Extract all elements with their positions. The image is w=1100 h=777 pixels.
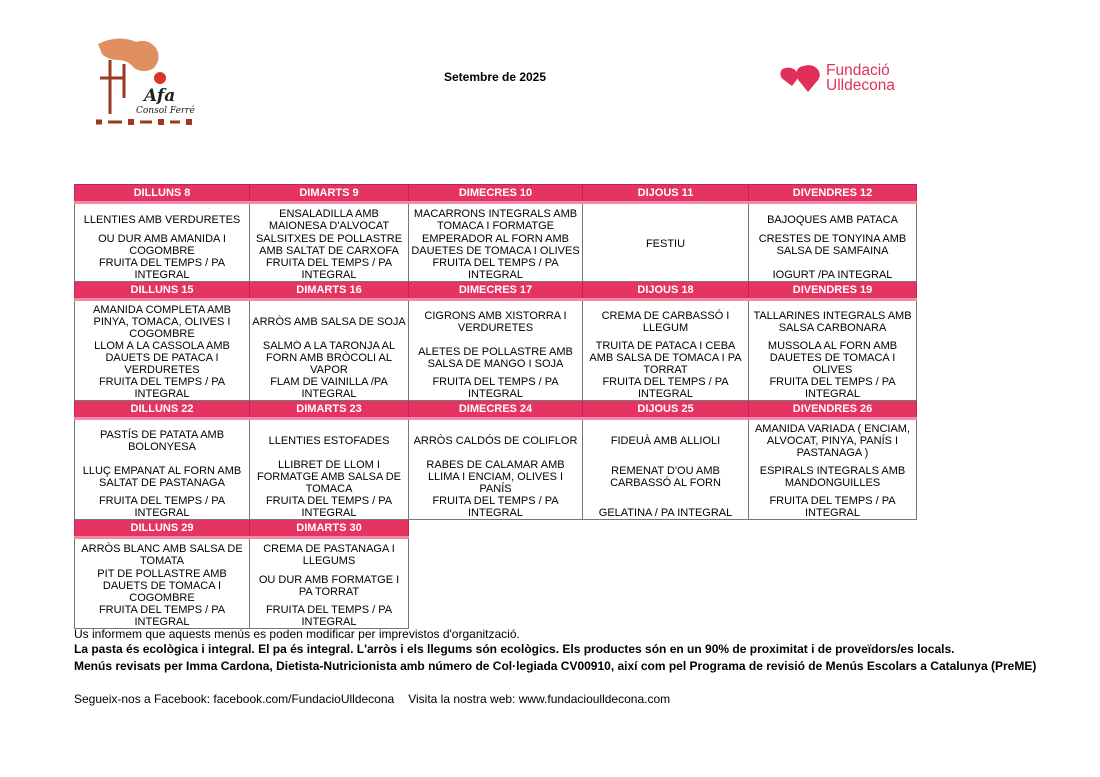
menu-cell: FRUITA DEL TEMPS / PA INTEGRAL: [749, 376, 917, 401]
fundacio-logo-line1: Fundació: [826, 62, 890, 79]
menu-cell: BAJOQUES AMB PATACA: [749, 203, 917, 234]
menu-cell: CRESTES DE TONYINA AMB SALSA DE SAMFAINA: [749, 233, 917, 257]
menu-cell: FLAM DE VAINILLA /PA INTEGRAL: [250, 376, 409, 401]
facebook-link[interactable]: Segueix-nos a Facebook: facebook.com/FundacioUlldecona: [74, 692, 395, 706]
day-header: DIMARTS 9: [250, 185, 409, 203]
menu-cell: REMENAT D'OU AMB CARBASSÓ AL FORN: [583, 459, 749, 495]
day-header: DIVENDRES 19: [749, 282, 917, 300]
menu-cell: ALETES DE POLLASTRE AMB SALSA DE MANGO I SOJA: [409, 340, 583, 376]
menu-cell: LLIBRET DE LLOM I FORMATGE AMB SALSA DE TOMACA: [250, 459, 409, 495]
second-course-row: [75, 340, 917, 376]
menu-cell: MUSSOLA AL FORN AMB DAUETES DE TOMACA I OLIVES: [749, 340, 917, 376]
website-link[interactable]: Visita la nostra web: www.fundacioulldecona.com: [408, 692, 671, 706]
menu-cell: FRUITA DEL TEMPS / PA INTEGRAL: [583, 376, 749, 401]
menu-cell: PIT DE POLLASTRE AMB DAUETS DE TOMACA I COGOMBRE: [75, 568, 250, 604]
dessert-row: [75, 376, 917, 401]
day-header: DIVENDRES 12: [749, 185, 917, 203]
menu-cell: FRUITA DEL TEMPS / PA INTEGRAL: [250, 604, 409, 629]
menu-cell: ENSALADILLA AMB MAIONESA D'ALVOCAT: [250, 203, 409, 234]
menu-cell: CIGRONS AMB XISTORRA I VERDURETES: [409, 300, 583, 341]
dessert-row: [75, 257, 917, 282]
menu-cell: LLUÇ EMPANAT AL FORN AMB SALTAT DE PASTANAGA: [75, 459, 250, 495]
menu-cell: FIDEUÀ AMB ALLIOLI: [583, 419, 749, 460]
menu-cell: FRUITA DEL TEMPS / PA INTEGRAL: [75, 604, 250, 629]
menu-table: [74, 184, 917, 629]
menu-cell: GELATINA / PA INTEGRAL: [583, 495, 749, 520]
week-header-row: [75, 282, 917, 300]
menu-cell: PASTÍS DE PATATA AMB BOLONYESA: [75, 419, 250, 460]
week-header-row: [75, 520, 917, 538]
menu-cell: LLENTIES AMB VERDURETES: [75, 203, 250, 234]
day-header: DIMARTS 30: [250, 520, 409, 538]
menu-cell: ESPIRALS INTEGRALS AMB MANDONGUILLES: [749, 459, 917, 495]
menu-cell: IOGURT /PA INTEGRAL: [749, 257, 917, 282]
page-title: Setembre de 2025: [443, 70, 547, 84]
day-header: DIJOUS 11: [583, 185, 749, 203]
dessert-row: [75, 604, 917, 629]
menu-cell: TRUITA DE PATACA I CEBA AMB SALSA DE TOMACA I PA TORRAT: [583, 340, 749, 376]
menu-cell: AMANIDA COMPLETA AMB PINYA, TOMACA, OLIVES I COGOMBRE: [75, 300, 250, 341]
day-header: DIMECRES 24: [409, 401, 583, 419]
menu-cell: FRUITA DEL TEMPS / PA INTEGRAL: [409, 257, 583, 282]
day-header: DIJOUS 25: [583, 401, 749, 419]
menu-cell: ARRÒS AMB SALSA DE SOJA: [250, 300, 409, 341]
menu-cell: SALMÓ A LA TARONJA AL FORN AMB BRÒCOLI AL VAPOR: [250, 340, 409, 376]
menu-cell: FRUITA DEL TEMPS / PA INTEGRAL: [250, 495, 409, 520]
note-modifications: Us informem que aquests menús es poden modificar per imprevistos d'organització.: [74, 627, 520, 641]
menu-cell: RABES DE CALAMAR AMB LLIMA I ENCIAM, OLIVES I PANÍS: [409, 459, 583, 495]
first-course-row: [75, 300, 917, 341]
social-links: [74, 692, 670, 706]
day-header: DIJOUS 18: [583, 282, 749, 300]
menu-cell: LLENTIES ESTOFADES: [250, 419, 409, 460]
menu-cell: FRUITA DEL TEMPS / PA INTEGRAL: [75, 495, 250, 520]
afa-logo: [88, 34, 206, 136]
fundacio-logo-line2: Ulldecona: [826, 77, 895, 94]
note-nutritionist: Menús revisats per Imma Cardona, Dietista-Nutricionista amb número de Col·legiada CV00910, així com pel Programa de revisió de Menús Escolars a Catalunya (PreME): [74, 659, 1037, 673]
menu-cell: ARRÒS BLANC AMB SALSA DE TOMATA: [75, 538, 250, 569]
afa-logo-text: Afa: [144, 86, 176, 106]
week-header-row: [75, 185, 917, 203]
second-course-row: [75, 568, 917, 604]
first-course-row: [75, 419, 917, 460]
afa-logo-subtext: Consol Ferré: [136, 106, 195, 116]
menu-cell: FRUITA DEL TEMPS / PA INTEGRAL: [409, 376, 583, 401]
menu-cell: EMPERADOR AL FORN AMB DAUETES DE TOMACA I OLIVES: [409, 233, 583, 257]
afa-figure-icon: [88, 34, 206, 136]
first-course-row: [75, 538, 917, 569]
day-header: DIMECRES 10: [409, 185, 583, 203]
day-header: DILLUNS 22: [75, 401, 250, 419]
second-course-row: [75, 233, 917, 257]
week-header-row: [75, 401, 917, 419]
menu-cell: FRUITA DEL TEMPS / PA INTEGRAL: [75, 257, 250, 282]
day-header: DIVENDRES 26: [749, 401, 917, 419]
holiday-cell: FESTIU: [583, 203, 749, 282]
menu-cell: MACARRONS INTEGRALS AMB TOMACA I FORMATGE: [409, 203, 583, 234]
menu-cell: FRUITA DEL TEMPS / PA INTEGRAL: [250, 257, 409, 282]
menu-cell: CREMA DE CARBASSÓ I LLEGUM: [583, 300, 749, 341]
menu-cell: LLOM A LA CASSOLA AMB DAUETS DE PATACA I VERDURETES: [75, 340, 250, 376]
second-course-row: [75, 459, 917, 495]
day-header: DIMECRES 17: [409, 282, 583, 300]
fundacio-logo: [778, 62, 918, 100]
day-header: DILLUNS 15: [75, 282, 250, 300]
menu-cell: OU DUR AMB FORMATGE I PA TORRAT: [250, 568, 409, 604]
hearts-icon: [778, 62, 824, 96]
day-header: DILLUNS 29: [75, 520, 250, 538]
day-header: DILLUNS 8: [75, 185, 250, 203]
menu-cell: FRUITA DEL TEMPS / PA INTEGRAL: [75, 376, 250, 401]
day-header: DIMARTS 23: [250, 401, 409, 419]
menu-cell: TALLARINES INTEGRALS AMB SALSA CARBONARA: [749, 300, 917, 341]
first-course-row: [75, 203, 917, 234]
dessert-row: [75, 495, 917, 520]
menu-cell: CREMA DE PASTANAGA I LLEGUMS: [250, 538, 409, 569]
note-ecological: La pasta és ecològica i integral. El pa és integral. L'arròs i els llegums són ecològics. Els productes són en un 90% de proximitat i de proveïdors/es locals.: [74, 642, 955, 656]
menu-cell: AMANIDA VARIADA ( ENCIAM, ALVOCAT, PINYA, PANÍS I PASTANAGA ): [749, 419, 917, 460]
menu-cell: ARRÒS CALDÓS DE COLIFLOR: [409, 419, 583, 460]
menu-cell: FRUITA DEL TEMPS / PA INTEGRAL: [409, 495, 583, 520]
day-header: DIMARTS 16: [250, 282, 409, 300]
menu-cell: OU DUR AMB AMANIDA I COGOMBRE: [75, 233, 250, 257]
menu-cell: FRUITA DEL TEMPS / PA INTEGRAL: [749, 495, 917, 520]
menu-cell: SALSITXES DE POLLASTRE AMB SALTAT DE CARXOFA: [250, 233, 409, 257]
